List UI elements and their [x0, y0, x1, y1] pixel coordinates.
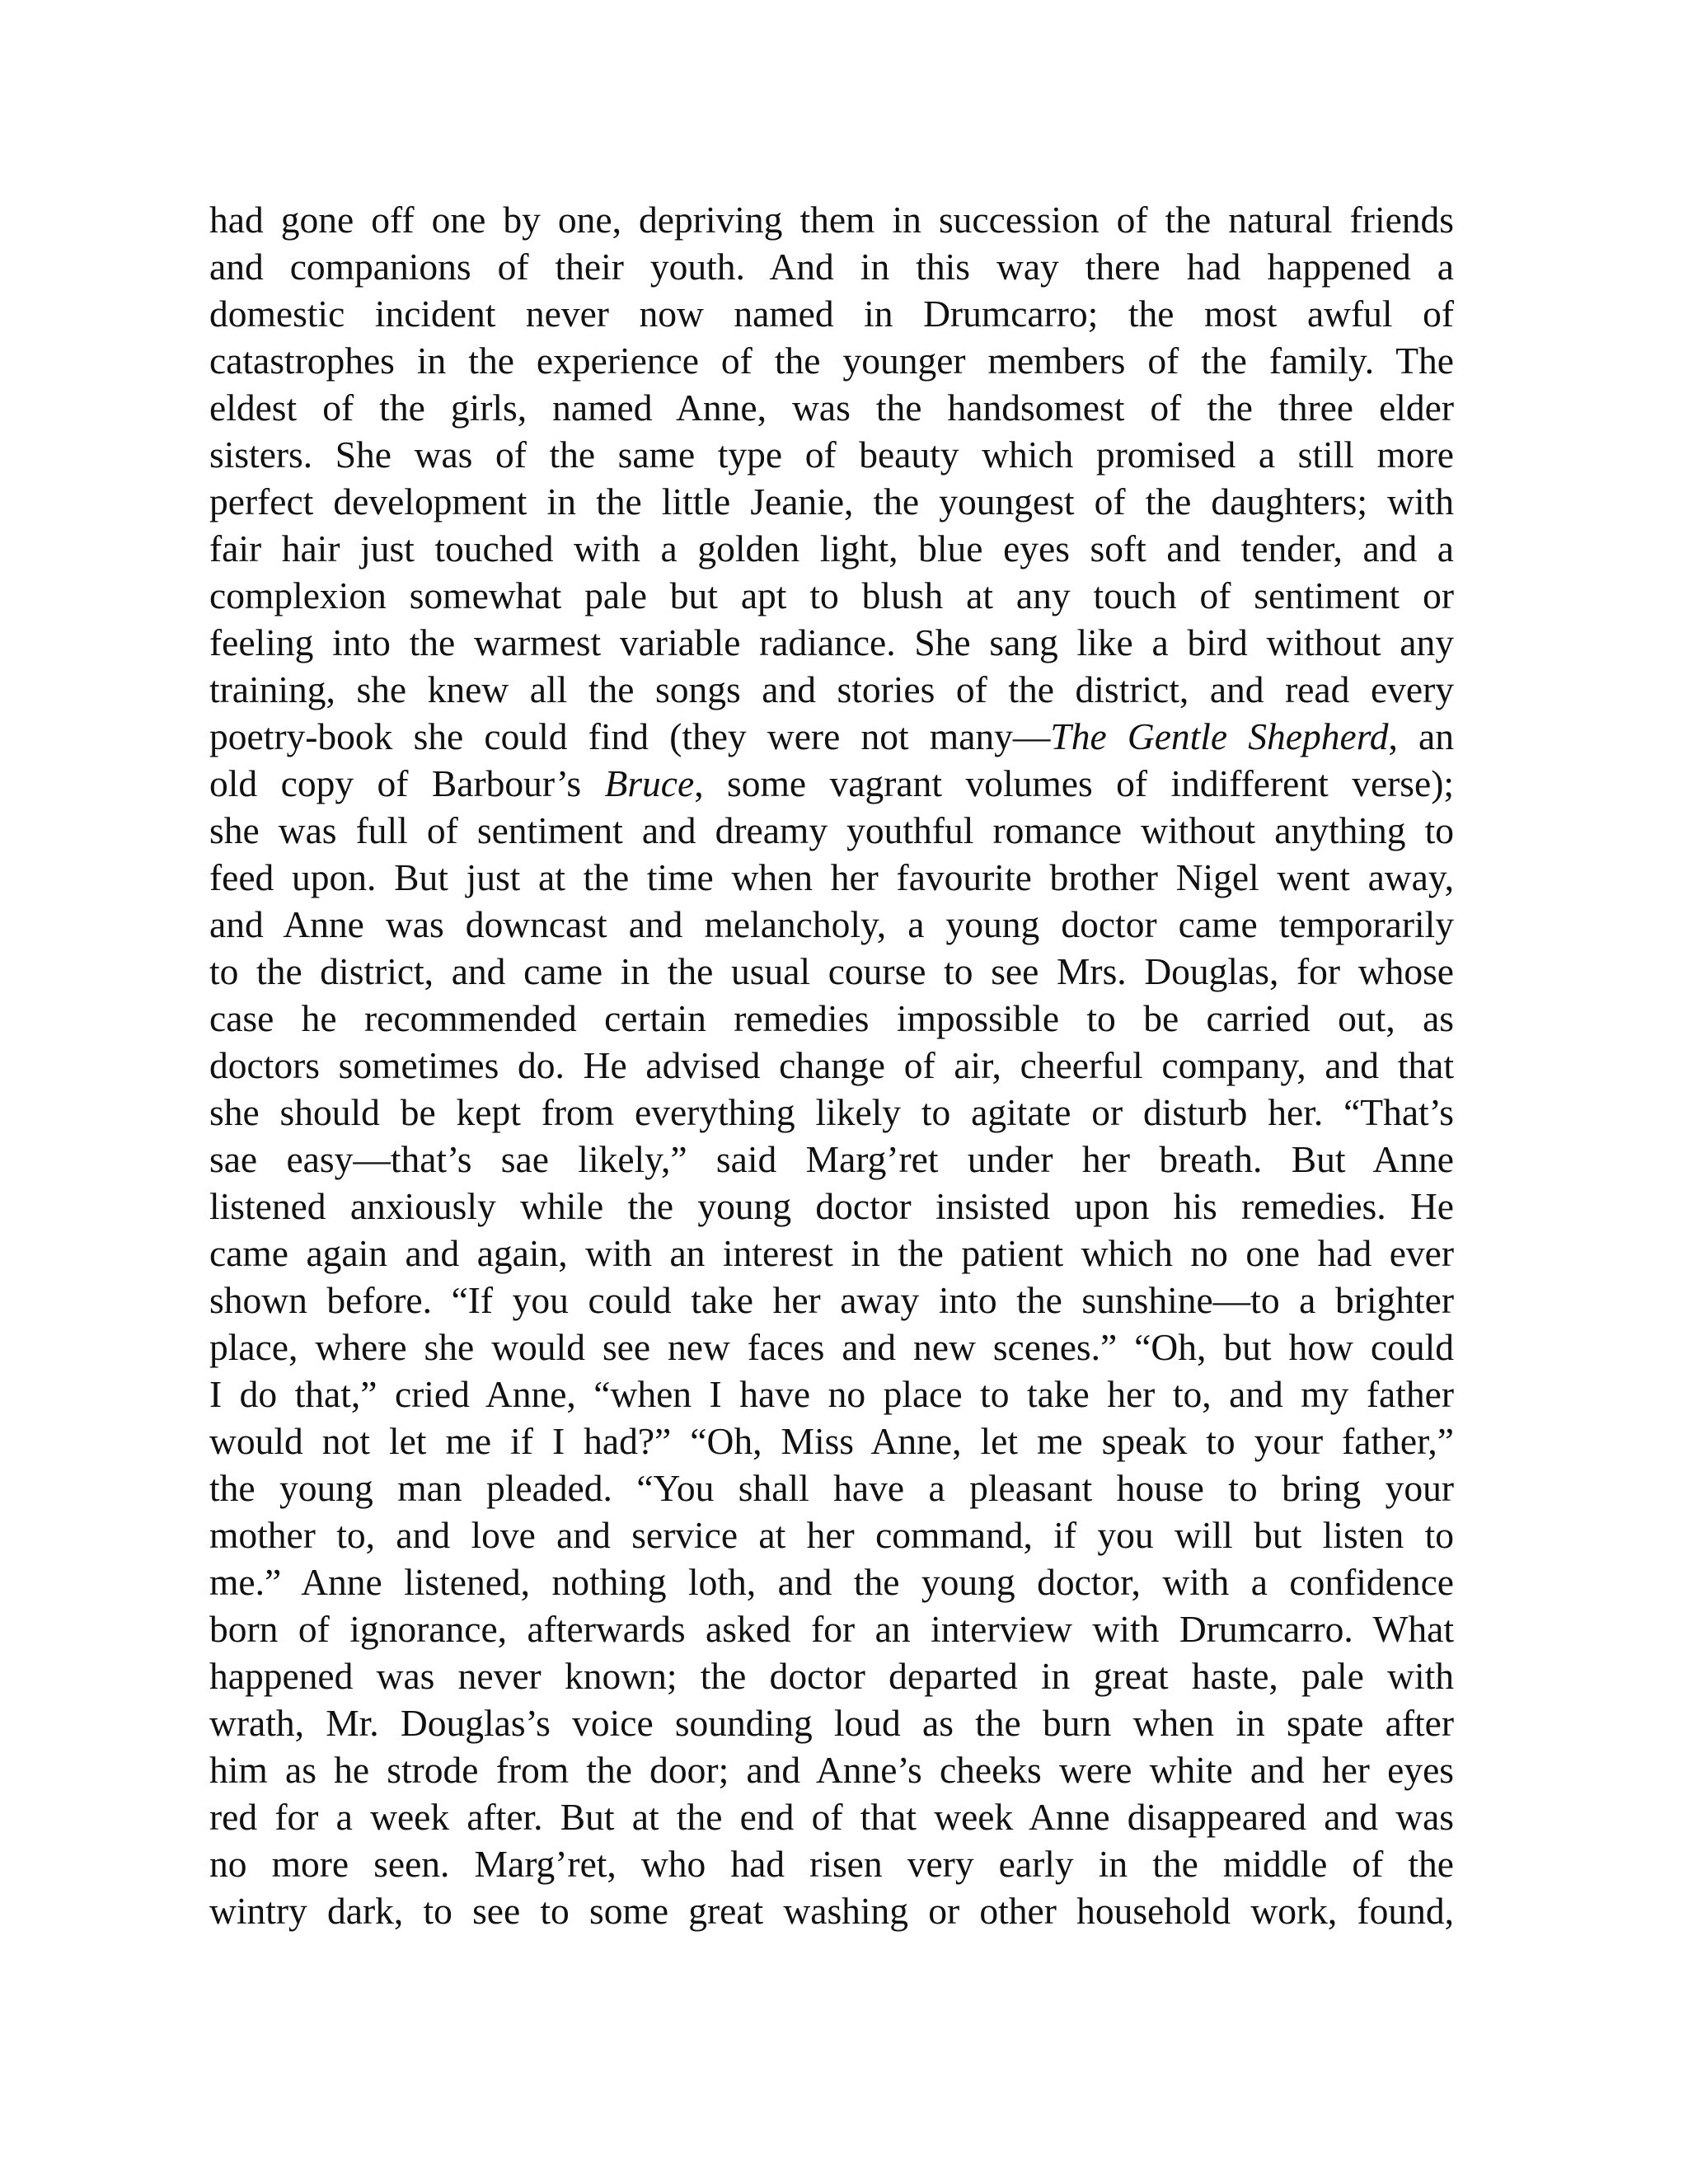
text-line: sisters. She was of the same type of beauty which promised a still more [209, 434, 1454, 476]
text-line: she should be kept from everything likely to agitate or disturb her. “That’s [209, 1091, 1454, 1133]
text-line: case he recommended certain remedies impossible to be carried out, as [209, 997, 1454, 1039]
text-line: and companions of their youth. And in this way there had happened a [209, 246, 1454, 288]
text-line: fair hair just touched with a golden light, blue eyes soft and tender, and a [209, 527, 1454, 569]
text-line: training, she knew all the songs and stories of the district, and read every [209, 668, 1454, 710]
text-line: the young man pleaded. “You shall have a pleasant house to bring your [209, 1467, 1454, 1509]
text-line: I do that,” cried Anne, “when I have no place to take her to, and my father [209, 1373, 1454, 1415]
text-line: shown before. “If you could take her away into the sunshine—to a brighter [209, 1279, 1454, 1321]
text-line: domestic incident never now named in Drumcarro; the most awful of [209, 293, 1454, 335]
book-title-italic: The Gentle Shepherd [1050, 715, 1389, 757]
text-line: listened anxiously while the young doctor insisted upon his remedies. He [209, 1185, 1454, 1227]
text-line: doctors sometimes do. He advised change of air, cheerful company, and that [209, 1044, 1454, 1086]
text-line: place, where she would see new faces and new scenes.” “Oh, but how could [209, 1326, 1454, 1368]
text-line: me.” Anne listened, nothing loth, and the young doctor, with a confidence [209, 1561, 1454, 1603]
text-line: no more seen. Marg’ret, who had risen very early in the middle of the [209, 1843, 1454, 1885]
text-line [209, 713, 1454, 760]
text-line: feed upon. But just at the time when her favourite brother Nigel went away, [209, 856, 1454, 898]
text-line: complexion somewhat pale but apt to blush at any touch of sentiment or [209, 574, 1454, 616]
book-title-italic: Bruce [604, 762, 695, 804]
body-paragraph [209, 196, 1454, 1934]
text-line: born of ignorance, afterwards asked for an interview with Drumcarro. What [209, 1608, 1454, 1650]
text-line: catastrophes in the experience of the younger members of the family. The [209, 340, 1454, 382]
text-line: red for a week after. But at the end of that week Anne disappeared and was [209, 1796, 1454, 1838]
text-segment: , an [1388, 715, 1454, 757]
text-line: perfect development in the little Jeanie, the youngest of the daughters; with [209, 480, 1454, 523]
text-line: him as he strode from the door; and Anne’s cheeks were white and her eyes [209, 1749, 1454, 1791]
text-line: had gone off one by one, depriving them in succession of the natural friends [209, 199, 1454, 241]
text-line: wrath, Mr. Douglas’s voice sounding loud as the burn when in spate after [209, 1702, 1454, 1744]
text-line: sae easy—that’s sae likely,” said Marg’ret under her breath. But Anne [209, 1138, 1454, 1180]
text-line: and Anne was downcast and melancholy, a young doctor came temporarily [209, 903, 1454, 945]
text-line: eldest of the girls, named Anne, was the handsomest of the three elder [209, 387, 1454, 429]
text-line: would not let me if I had?” “Oh, Miss Anne, let me speak to your father,” [209, 1420, 1454, 1462]
text-line: came again and again, with an interest in the patient which no one had ever [209, 1232, 1454, 1274]
text-line [209, 760, 1454, 807]
text-segment: , some vagrant volumes of indifferent verse); [694, 762, 1454, 804]
text-line: she was full of sentiment and dreamy youthful romance without anything to [209, 809, 1454, 851]
text-line: happened was never known; the doctor departed in great haste, pale with [209, 1655, 1454, 1697]
text-segment: old copy of Barbour’s [209, 762, 605, 804]
text-line: mother to, and love and service at her command, if you will but listen to [209, 1514, 1454, 1556]
text-line: to the district, and came in the usual course to see Mrs. Douglas, for whose [209, 950, 1454, 992]
text-segment: poetry-book she could find (they were not many— [209, 715, 1051, 757]
text-line: feeling into the warmest variable radiance. She sang like a bird without any [209, 621, 1454, 663]
text-line: wintry dark, to see to some great washing or other household work, found, [209, 1890, 1454, 1932]
